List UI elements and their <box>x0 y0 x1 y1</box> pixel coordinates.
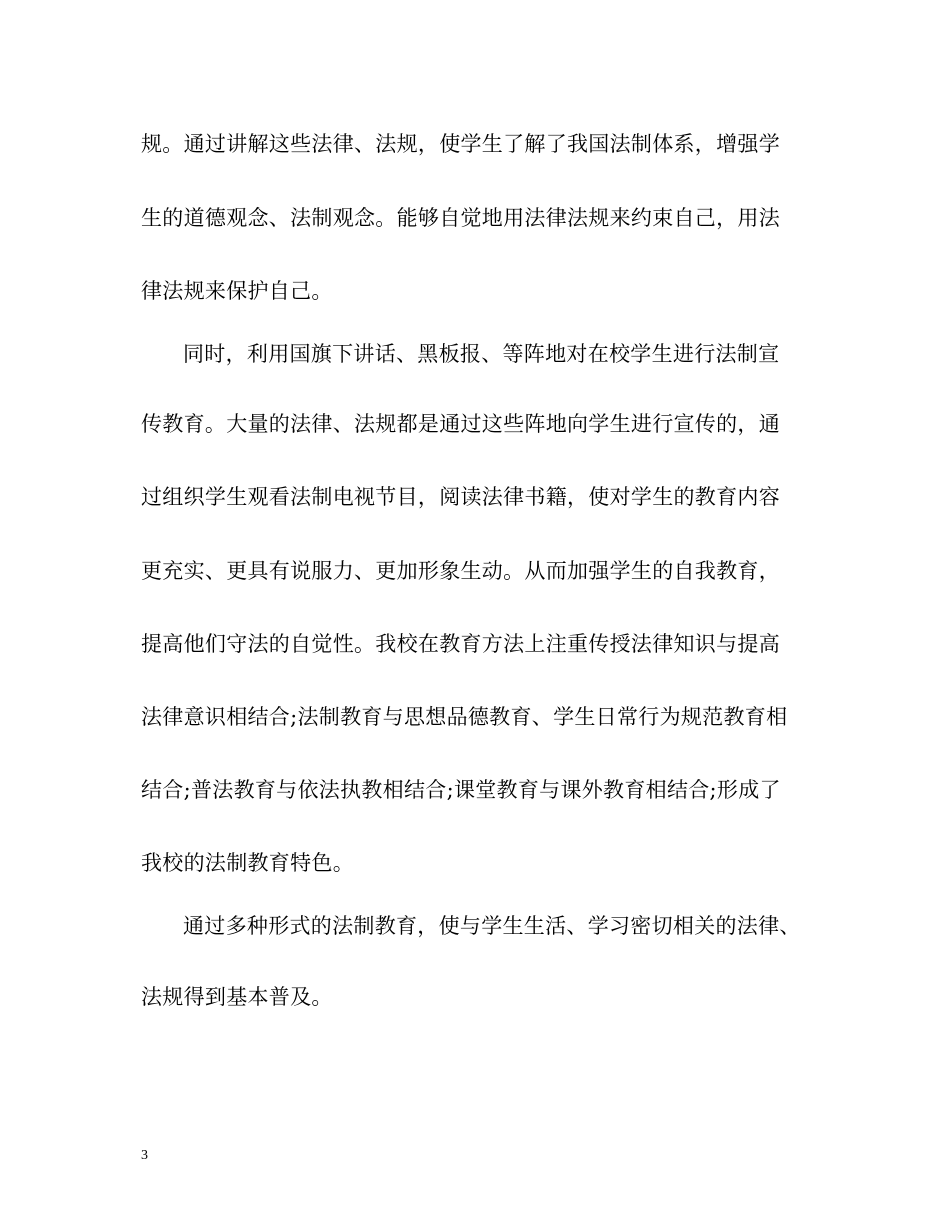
body-text-line: 结合;普法教育与依法执教相结合;课堂教育与课外教育相结合;形成了 <box>141 778 781 802</box>
body-text-line: 更充实、更具有说服力、更加形象生动。从而加强学生的自我教育， <box>141 559 780 583</box>
body-text-line: 提高他们守法的自觉性。我校在教育方法上注重传授法律知识与提高 <box>141 632 780 656</box>
body-text-line: 规。通过讲解这些法律、法规，使学生了解了我国法制体系，增强学 <box>141 132 780 156</box>
paragraph-first-line: 通过多种形式的法制教育，使与学生生活、学习密切相关的法律、 <box>183 914 801 938</box>
body-text-line: 法律意识相结合;法制教育与思想品德教育、学生日常行为规范教育相 <box>141 705 788 729</box>
body-text-line: 过组织学生观看法制电视节目，阅读法律书籍，使对学生的教育内容 <box>141 485 780 509</box>
body-text-line: 律法规来保护自己。 <box>141 279 333 303</box>
paragraph-first-line: 同时，利用国旗下讲话、黑板报、等阵地对在校学生进行法制宣 <box>183 342 780 366</box>
body-text-line: 传教育。大量的法律、法规都是通过这些阵地向学生进行宣传的，通 <box>141 412 780 436</box>
body-text-line: 生的道德观念、法制观念。能够自觉地用法律法规来约束自己，用法 <box>141 206 780 230</box>
page-number: 3 <box>141 1148 148 1163</box>
body-text-line: 我校的法制教育特色。 <box>141 851 354 875</box>
body-text-line: 法规得到基本普及。 <box>141 985 333 1009</box>
